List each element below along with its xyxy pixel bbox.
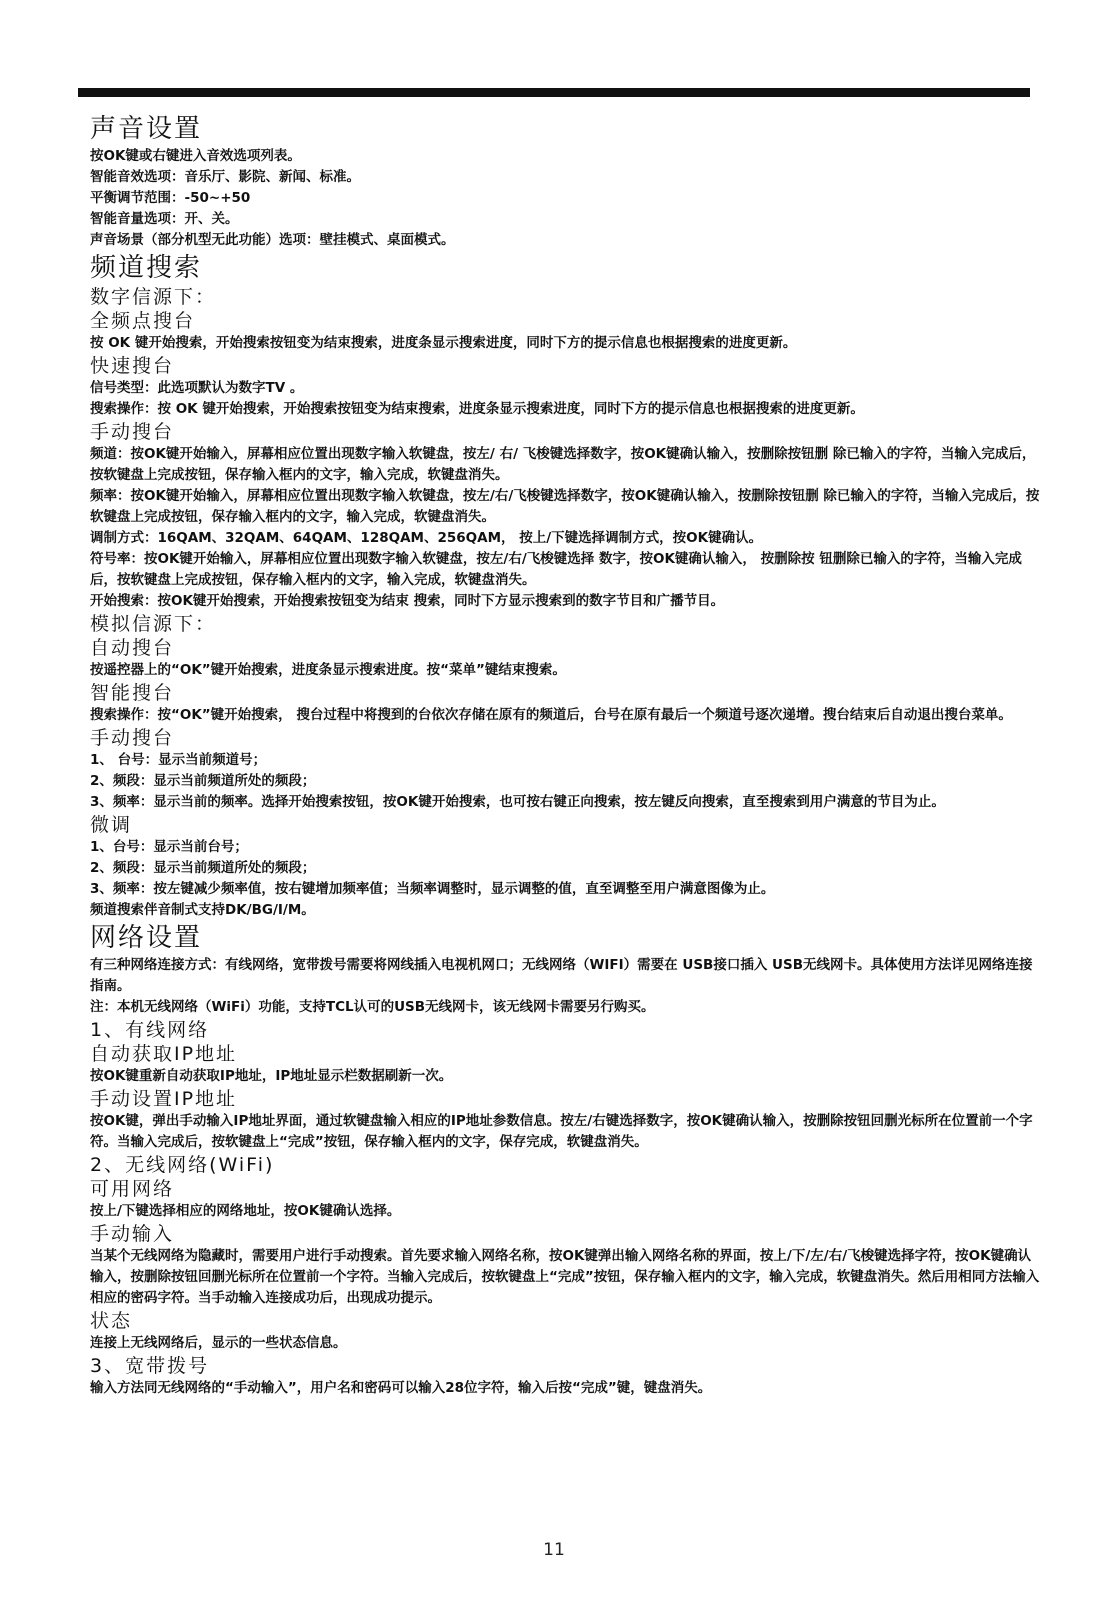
paragraph: 输入方法同无线网络的“手动输入”，用户名和密码可以输入28位字符，输入后按“完成”键，键盘消失。 [90,1380,712,1396]
paragraph: 符号率：按OK键开始输入，屏幕相应位置出现数字输入软键盘，按左/右/飞梭键选择 数字，按OK键确认输入， 按删除按 钮删除已输入的字符，当输入完成后，按软键盘上完成按钮，保存输入框内的文字，输入完成，软键盘消失。 [90,551,1022,588]
subsection-heading: 1、有线网络 [90,1019,210,1041]
subsection-heading: 快速搜台 [90,355,175,377]
paragraph: 频率：按OK键开始输入，屏幕相应位置出现数字输入软键盘，按左/右/飞梭键选择数字，按OK键确认输入，按删除按钮删 除已输入的字符，当输入完成后，按软键盘上完成按钮，保存输入框内的文字，输入完成，软键盘消失。 [90,488,1040,525]
paragraph: 按OK键，弹出手动输入IP地址界面，通过软键盘输入相应的IP地址参数信息。按左/右键选择数字，按OK键确认输入，按删除按钮回删光标所在位置前一个字符。当输入完成后，按软键盘上“完成”按钮，保存输入框内的文字，保存完成，软键盘消失。 [90,1113,1033,1150]
paragraph: 当某个无线网络为隐藏时，需要用户进行手动搜索。首先要求输入网络名称，按OK键弹出输入网络名称的界面，按上/下/左/右/飞梭键选择字符，按OK键确认输入，按删除按钮回删光标所在位置前一个字符。当输入完成后，按软键盘上“完成”按钮，保存输入框内的文字，输入完成，软键盘消失。然后用相同方法输入相应的密码字符。当手动输入连接成功后，出现成功提示。 [90,1248,1040,1306]
paragraph: 声音场景（部分机型无此功能）选项：壁挂模式、桌面模式。 [90,232,455,248]
subsection-heading: 数字信源下： [90,286,217,308]
subsection-heading: 全频点搜台 [90,310,196,332]
paragraph: 频道：按OK键开始输入，屏幕相应位置出现数字输入软键盘，按左/ 右/ 飞梭键选择数字，按OK键确认输入，按删除按钮删 除已输入的字符，当输入完成后，按软键盘上完成按钮，保存输入框内的文字，输入完成，软键盘消失。 [90,446,1036,483]
subsection-heading: 3、宽带拨号 [90,1355,210,1377]
list-item: 1、台号：显示当前台号； [90,839,248,855]
paragraph: 按上/下键选择相应的网络地址，按OK键确认选择。 [90,1203,401,1219]
top-rule [78,88,1030,97]
subsection-heading: 2、无线网络(WiFi) [90,1154,275,1176]
paragraph: 按OK键或右键进入音效选项列表。 [90,148,301,164]
list-item: 2、频段：显示当前频道所处的频段； [90,773,316,789]
subsection-heading: 智能搜台 [90,682,175,704]
paragraph: 搜索操作：按 OK 键开始搜索，开始搜索按钮变为结束搜索，进度条显示搜索进度，同时下方的提示信息也根据搜索的进度更新。 [90,401,864,417]
list-item: 2、频段：显示当前频道所处的频段； [90,860,316,876]
paragraph: 调制方式：16QAM、32QAM、64QAM、128QAM、256QAM， 按上/下键选择调制方式，按OK键确认。 [90,530,763,546]
network-settings-heading: 网络设置 [90,923,203,953]
manual-page-content [90,112,1040,1399]
subsection-heading: 自动搜台 [90,637,175,659]
subsection-heading: 微调 [90,814,133,836]
channel-search-heading: 频道搜索 [90,253,203,283]
sound-settings-heading: 声音设置 [90,114,203,144]
paragraph: 有三种网络连接方式：有线网络，宽带拨号需要将网线插入电视机网口；无线网络（WIFI）需要在 USB接口插入 USB无线网卡。具体使用方法详见网络连接指南。 [90,957,1033,994]
list-item: 3、频率：按左键减少频率值，按右键增加频率值；当频率调整时，显示调整的值，直至调整至用户满意图像为止。 [90,881,775,897]
subsection-heading: 可用网络 [90,1178,175,1200]
subsection-heading: 自动获取IP地址 [90,1043,238,1065]
paragraph: 平衡调节范围：-50~+50 [90,190,251,206]
paragraph: 开始搜索：按OK键开始搜索，开始搜索按钮变为结束 搜索，同时下方显示搜索到的数字节目和广播节目。 [90,593,725,609]
page-number: 11 [543,1540,565,1560]
list-item: 3、频率：显示当前的频率。选择开始搜索按钮，按OK键开始搜索，也可按右键正向搜索，按左键反向搜索，直至搜索到用户满意的节目为止。 [90,794,945,810]
subsection-heading: 手动搜台 [90,727,175,749]
subsection-heading: 状态 [90,1310,133,1332]
paragraph: 频道搜索伴音制式支持DK/BG/I/M。 [90,902,315,918]
subsection-heading: 手动输入 [90,1223,175,1245]
paragraph: 智能音量选项：开、关。 [90,211,239,227]
paragraph: 信号类型：此选项默认为数字TV 。 [90,380,304,396]
subsection-heading: 手动搜台 [90,421,175,443]
paragraph: 连接上无线网络后，显示的一些状态信息。 [90,1335,347,1351]
subsection-heading: 手动设置IP地址 [90,1088,238,1110]
paragraph: 智能音效选项：音乐厅、影院、新闻、标准。 [90,169,360,185]
paragraph: 搜索操作：按“OK”键开始搜索， 搜台过程中将搜到的台依次存储在原有的频道后，台号在原有最后一个频道号逐次递增。搜台结束后自动退出搜台菜单。 [90,707,1012,723]
paragraph: 按 OK 键开始搜索，开始搜索按钮变为结束搜索，进度条显示搜索进度，同时下方的提示信息也根据搜索的进度更新。 [90,335,797,351]
list-item: 1、 台号：显示当前频道号； [90,752,267,768]
paragraph: 注：本机无线网络（WiFi）功能，支持TCL认可的USB无线网卡，该无线网卡需要另行购买。 [90,999,655,1015]
subsection-heading: 模拟信源下： [90,613,217,635]
paragraph: 按OK键重新自动获取IP地址，IP地址显示栏数据刷新一次。 [90,1068,453,1084]
paragraph: 按遥控器上的“OK”键开始搜索，进度条显示搜索进度。按“菜单”键结束搜索。 [90,662,566,678]
